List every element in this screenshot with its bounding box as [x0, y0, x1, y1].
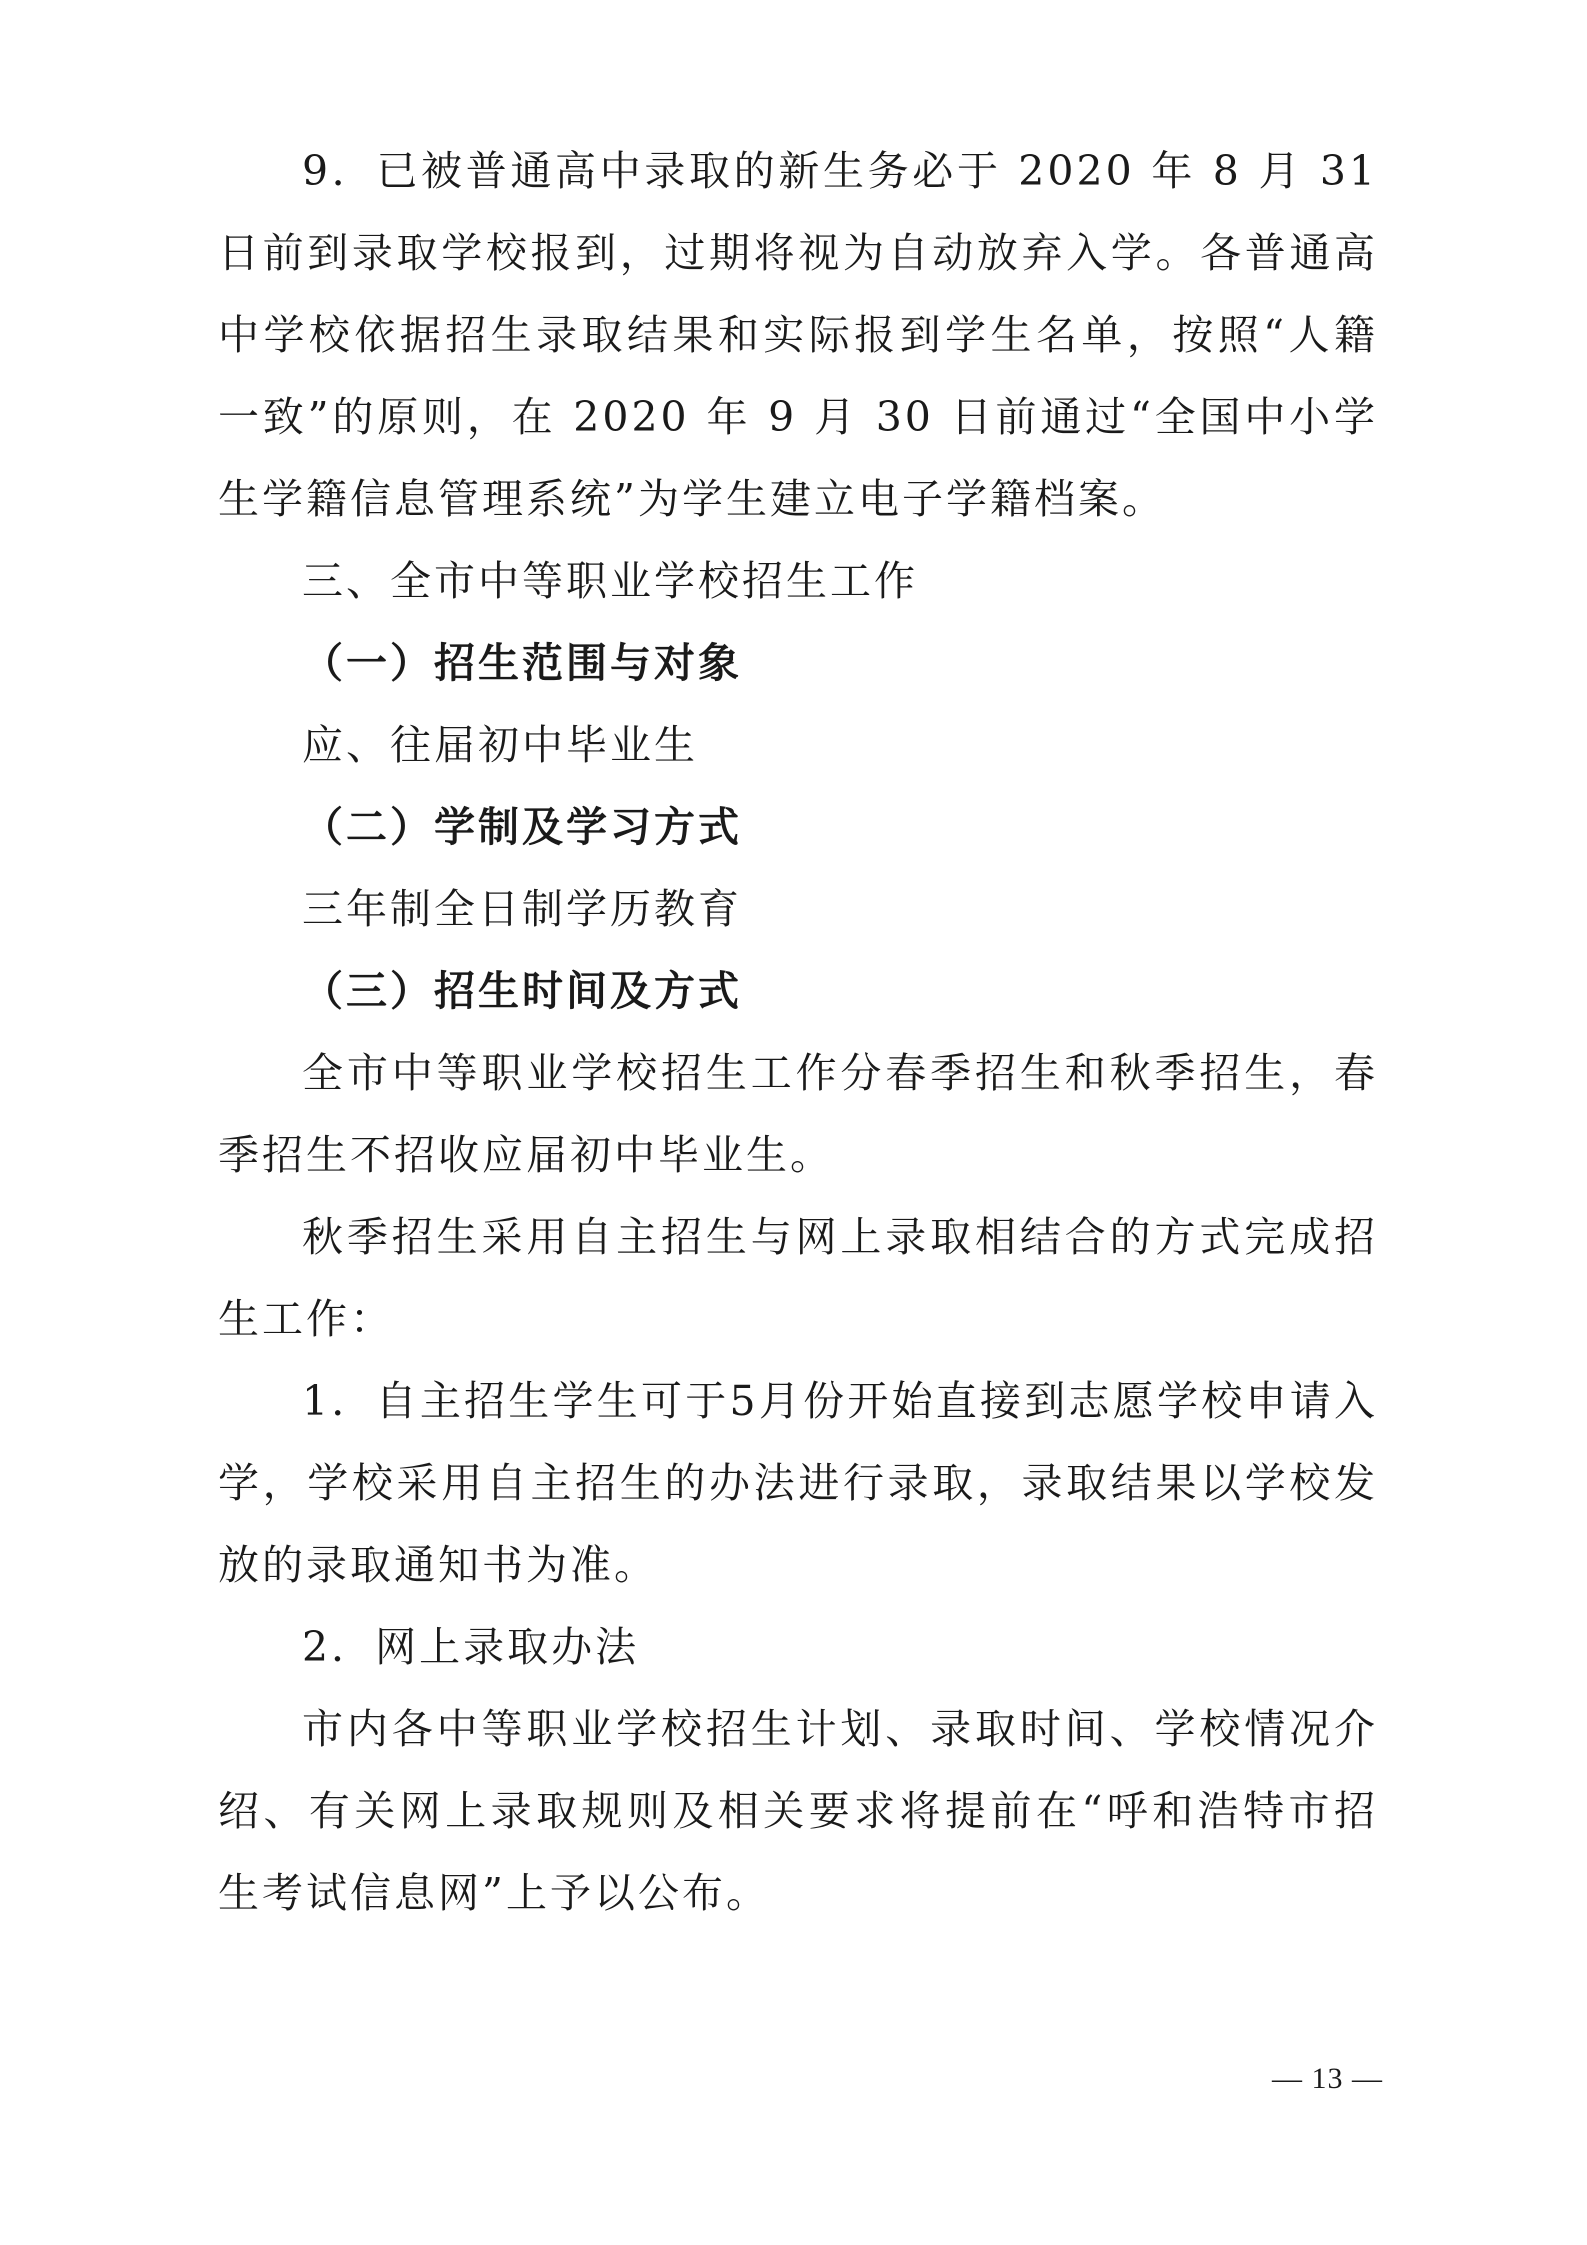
- section-heading-vocational-enrollment: 三、全市中等职业学校招生工作: [302, 557, 918, 605]
- paragraph-study-system: 三年制全日制学历教育: [302, 885, 742, 933]
- paragraph-online-admission-title: 2．网上录取办法: [302, 1623, 640, 1671]
- paragraph-spring-autumn: 全市中等职业学校招生工作分春季招生和秋季招生，春季招生不招收应届初中毕业生。: [218, 1049, 1378, 1179]
- page-number: — 13 —: [1272, 2062, 1383, 2095]
- paragraph-self-enrollment: 1．自主招生学生可于5月份开始直接到志愿学校申请入学，学校采用自主招生的办法进行录取，录取结果以学校发放的录取通知书为准。: [218, 1377, 1378, 1589]
- paragraph-autumn-method: 秋季招生采用自主招生与网上录取相结合的方式完成招生工作：: [218, 1213, 1378, 1343]
- paragraph-scope: 应、往届初中毕业生: [302, 721, 698, 769]
- subsection-heading-scope: （一）招生范围与对象: [302, 639, 742, 687]
- paragraph-online-admission-details: 市内各中等职业学校招生计划、录取时间、学校情况介绍、有关网上录取规则及相关要求将提前在“呼和浩特市招生考试信息网”上予以公布。: [218, 1705, 1378, 1917]
- subsection-heading-study-system: （二）学制及学习方式: [302, 803, 742, 851]
- subsection-heading-time-method: （三）招生时间及方式: [302, 967, 742, 1015]
- paragraph-registration-deadline: 9．已被普通高中录取的新生务必于 2020 年 8 月 31 日前到录取学校报到，过期将视为自动放弃入学。各普通高中学校依据招生录取结果和实际报到学生名单，按照“人籍一致”的原则，在 2020 年 9 月 30 日前通过“全国中小学生学籍信息管理系统”为学生建立电子学籍档案。: [218, 147, 1378, 523]
